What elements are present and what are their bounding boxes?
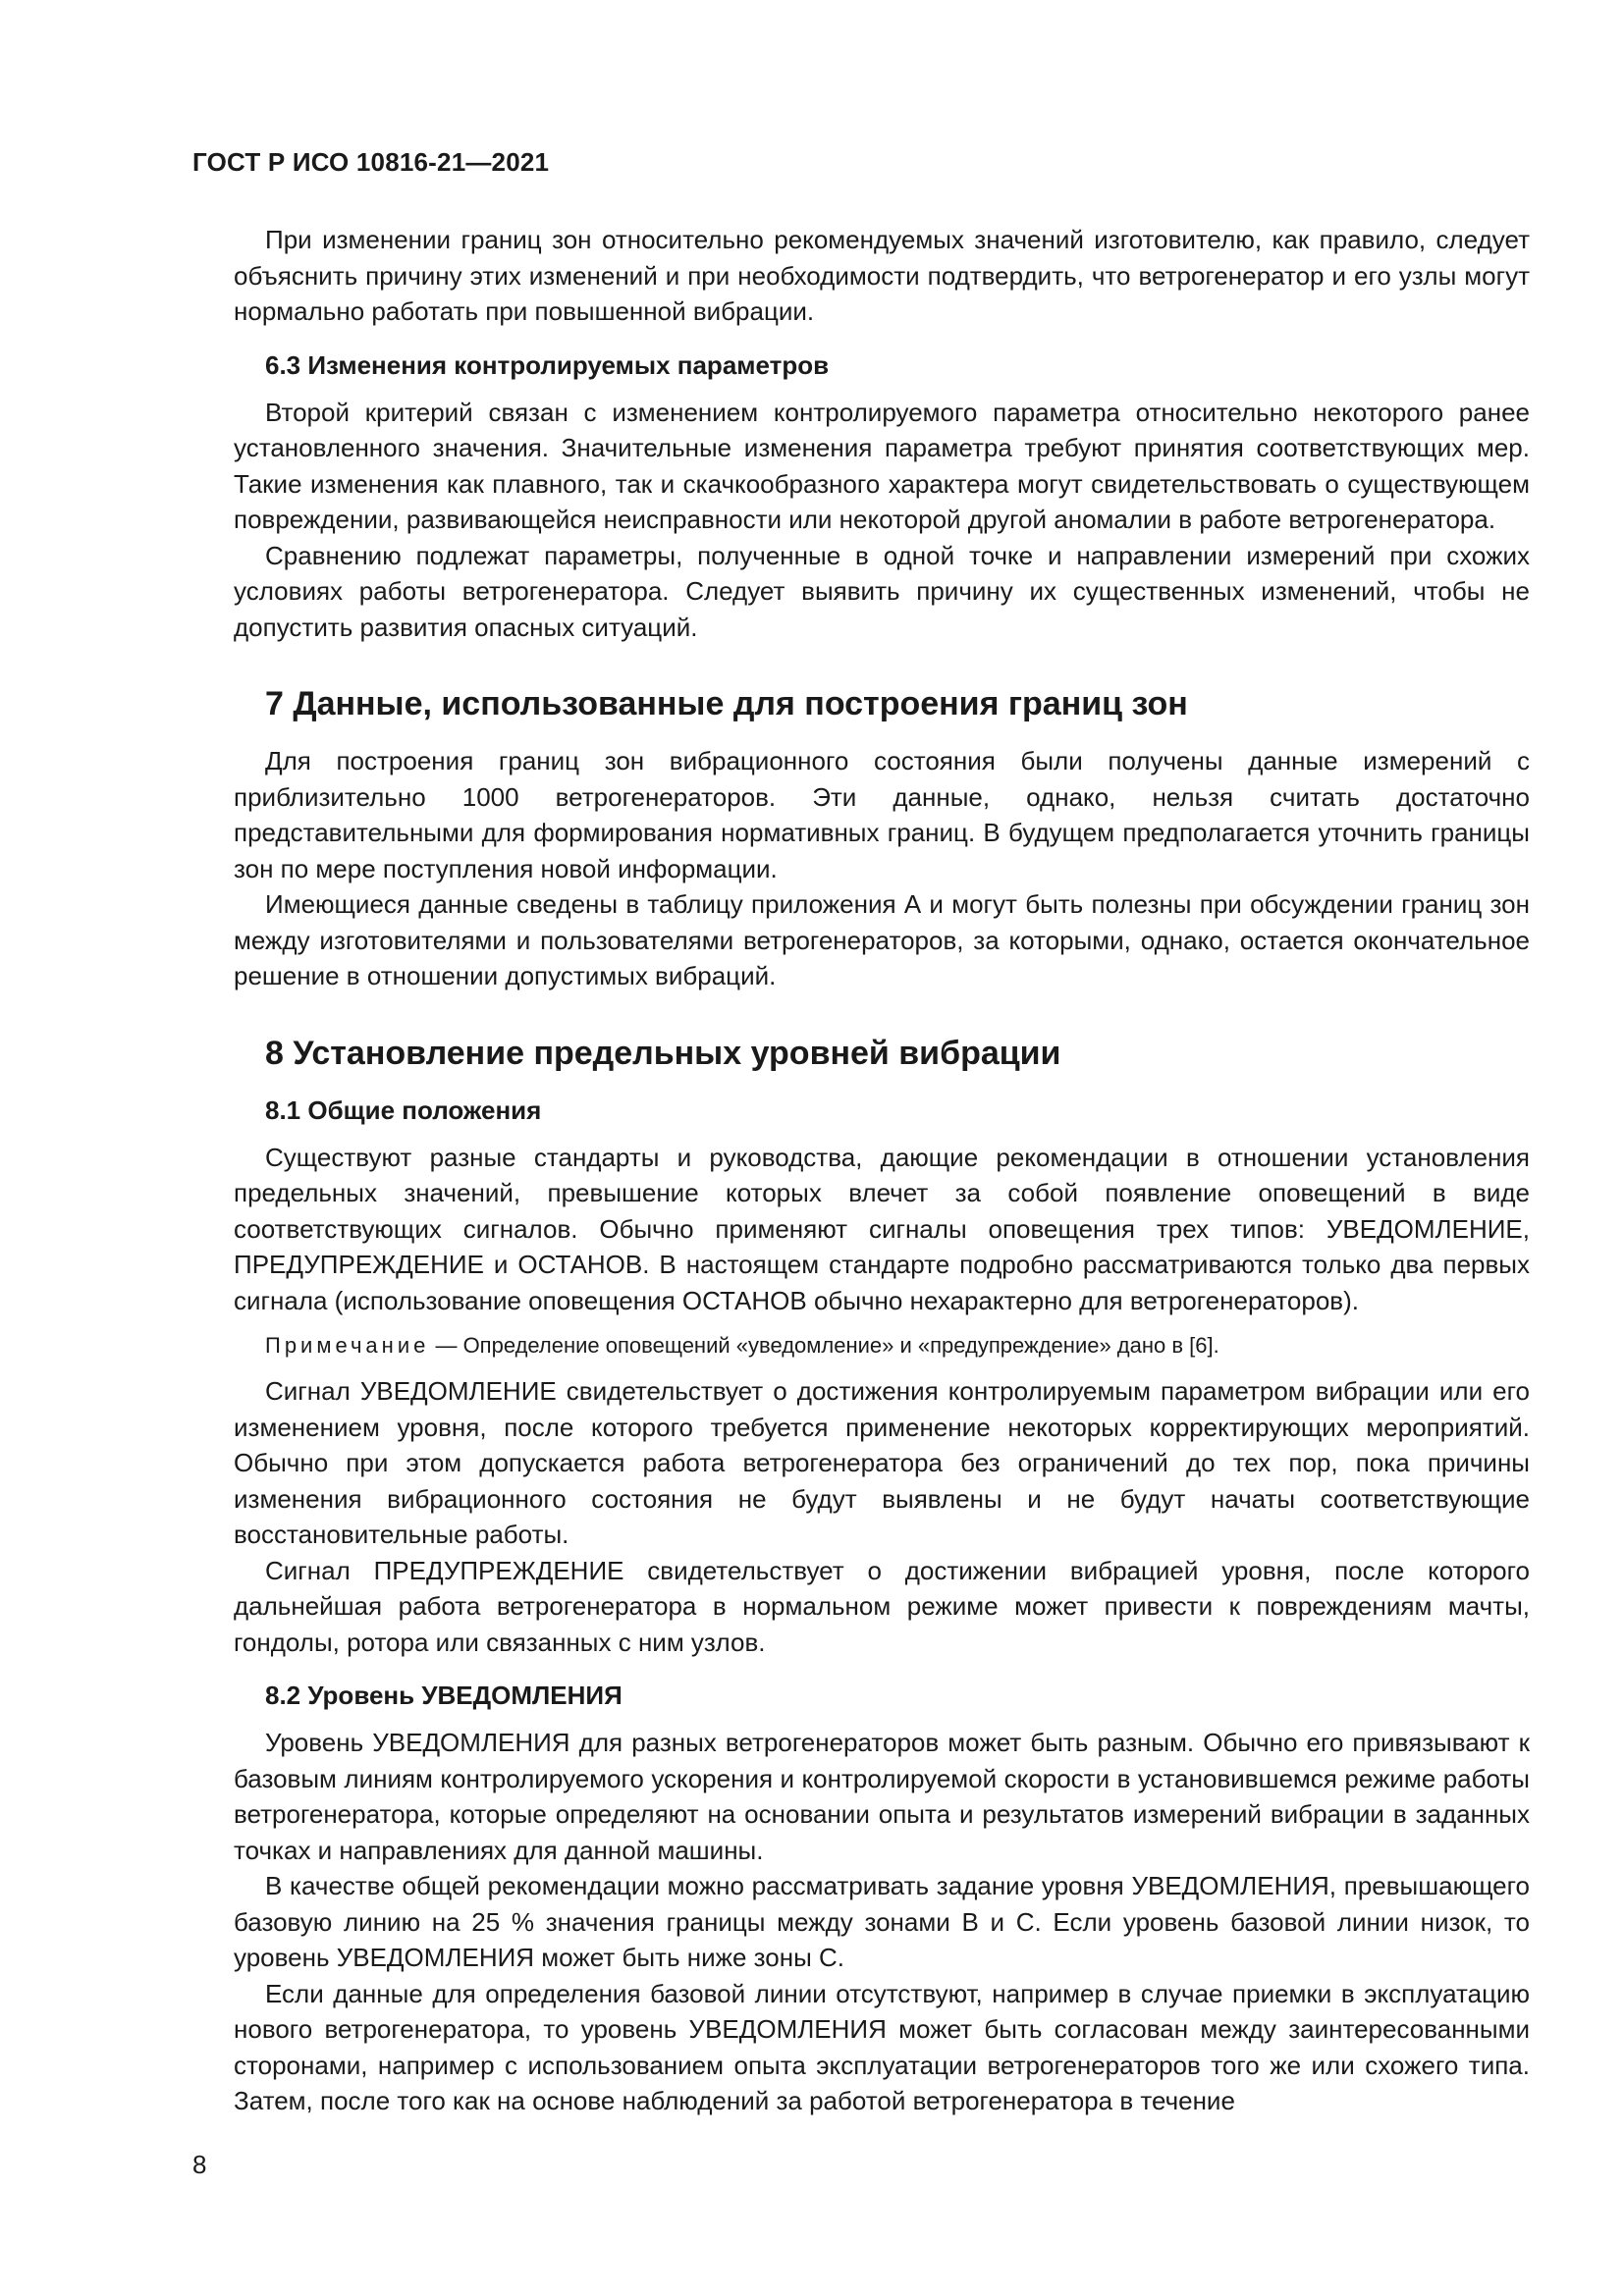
section-8-2-paragraph-1: Уровень УВЕДОМЛЕНИЯ для разных ветрогенераторов может быть разным. Обычно его привязывают к базовым линиям контролируемого ускорения и контролируемой скорости в установившемся режиме работы ветрогенератора, которые определяют на основании опыта и результатов измерений вибрации в заданных точках и направлениях для данной машины. <box>234 1728 1530 1865</box>
page-body <box>234 222 1530 2119</box>
intro-paragraph: При изменении границ зон относительно рекомендуемых значений изготовителю, как правило, следует объяснить причину этих изменений и при необходимости подтвердить, что ветрогенератор и его узлы могут нормально работать при повышенной вибрации. <box>234 225 1530 326</box>
note-text: — Определение оповещений «уведомление» и «предупреждение» дано в [6]. <box>429 1333 1219 1358</box>
section-6-3-paragraph-1: Второй критерий связан с изменением контролируемого параметра относительно некоторого ранее установленного значения. Значительные изменения параметра требуют принятия соответствующих мер. Такие изменения как плавного, так и скачкообразного характера могут свидетельствовать о существующем повреждении, развивающейся неисправности или некоторой другой аномалии в работе ветрогенератора. <box>234 397 1530 534</box>
section-8-2-paragraph-3: Если данные для определения базовой линии отсутствуют, например в случае приемки в эксплуатацию нового ветрогенератора, то уровень УВЕДОМЛЕНИЯ может быть согласован между заинтересованными сторонами, например с использованием опыта эксплуатации ветрогенераторов того же или схожего типа. Затем, после того как на основе наблюдений за работой ветрогенератора в течение <box>234 1978 1530 2115</box>
section-7-paragraph-1: Для построения границ зон вибрационного состояния были получены данные измерений с приблизительно 1000 ветрогенераторов. Эти данные, однако, нельзя считать достаточно представительными для формирования нормативных границ. В будущем предполагается уточнить границы зон по мере поступления новой информации. <box>234 746 1530 883</box>
section-7-paragraph-2: Имеющиеся данные сведены в таблицу приложения А и могут быть полезны при обсуждении границ зон между изготовителями и пользователями ветрогенераторов, за которыми, однако, остается окончательное решение в отношении допустимых вибраций. <box>234 889 1530 990</box>
section-8-1-paragraph-2: Сигнал УВЕДОМЛЕНИЕ свидетельствует о достижения контролируемым параметром вибрации или его изменением уровня, после которого требуется применение некоторых корректирующих мероприятий. Обычно при этом допускается работа ветрогенератора без ограничений до тех пор, пока причины изменения вибрационного состояния не будут выявлены и не будут начаты соответствующие восстановительные работы. <box>234 1376 1530 1549</box>
section-8-heading: 8 Установление предельных уровней вибрации <box>265 1034 1061 1072</box>
page-number: 8 <box>192 2150 207 2179</box>
section-6-3-heading: 6.3 Изменения контролируемых параметров <box>265 349 830 380</box>
section-8-2-heading: 8.2 Уровень УВЕДОМЛЕНИЯ <box>265 1681 623 1710</box>
section-7-heading: 7 Данные, использованные для построения границ зон <box>265 685 1188 722</box>
section-8-1-paragraph-1: Существуют разные стандарты и руководства, дающие рекомендации в отношении установления предельных значений, превышение которых влечет за собой появление оповещений в виде соответствующих сигналов. Обычно применяют сигналы оповещения трех типов: УВЕДОМЛЕНИЕ, ПРЕДУПРЕЖДЕНИЕ и ОСТАНОВ. В настоящем стандарте подробно рассматриваются только два первых сигнала (использование оповещения ОСТАНОВ обычно нехарактерно для ветрогенераторов). <box>234 1142 1530 1315</box>
standard-designation: ГОСТ Р ИСО 10816-21—2021 <box>192 147 550 177</box>
section-8-2-paragraph-2: В качестве общей рекомендации можно рассматривать задание уровня УВЕДОМЛЕНИЯ, превышающего базовую линию на 25 % значения границы между зонами В и С. Если уровень базовой линии низок, то уровень УВЕДОМЛЕНИЯ может быть ниже зоны С. <box>234 1871 1530 1972</box>
note-label: Примечание <box>265 1333 430 1358</box>
section-8-1-paragraph-3: Сигнал ПРЕДУПРЕЖДЕНИЕ свидетельствует о достижении вибрацией уровня, после которого дальнейшая работа ветрогенератора в нормальном режиме может привести к повреждениям мачты, гондолы, ротора или связанных с ним узлов. <box>234 1555 1530 1657</box>
section-8-1-heading: 8.1 Общие положения <box>265 1095 542 1125</box>
note <box>265 1330 1530 1362</box>
section-6-3-paragraph-2: Сравнению подлежат параметры, полученные в одной точке и направлении измерений при схожих условиях работы ветрогенератора. Следует выявить причину их существенных изменений, чтобы не допустить развития опасных ситуаций. <box>234 540 1530 642</box>
